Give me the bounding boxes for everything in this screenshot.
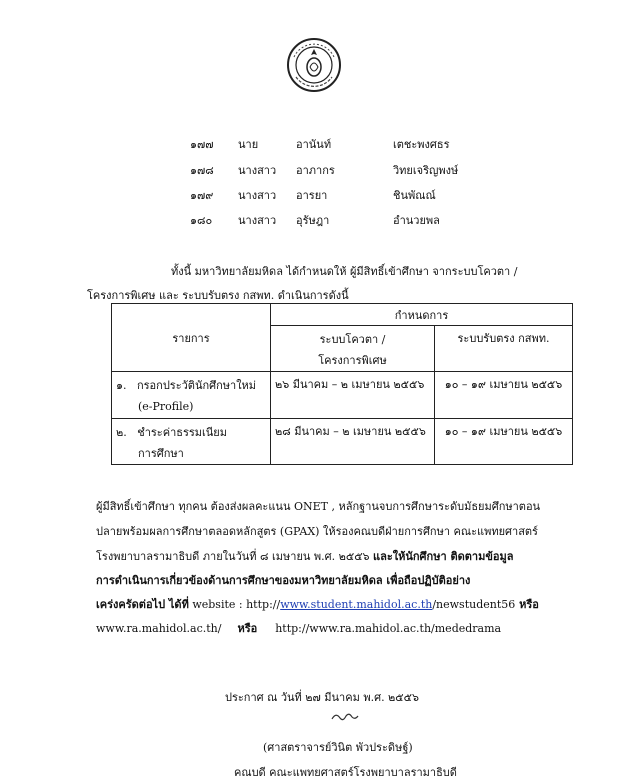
body-line-5-bold: เคร่งครัดต่อไป ได้ที่ [96, 598, 189, 611]
or-label: หรือ [237, 622, 258, 635]
list-item-title: นาย [238, 138, 259, 151]
row-item-line-1: ชำระค่าธรรมเนียม [137, 426, 228, 439]
intro-line-1: ทั้งนี้ มหาวิทยาลัยมหิดล ได้กำหนดให้ ผู้มีสิทธิ์เข้าศึกษา จากระบบโควตา / [171, 265, 518, 278]
body-line-6 [96, 619, 501, 637]
list-item-no: ๑๗๙ [190, 189, 214, 202]
list-item-last-name: เตชะพงศธร [393, 138, 450, 151]
list-item-last-name: วิทยเจริญพงษ์ [393, 164, 459, 177]
table-header-direct: ระบบรับตรง กสพท. [435, 326, 573, 372]
row-number: ๑. [116, 379, 127, 392]
ra-website-link[interactable]: www.ra.mahidol.ac.th/ [96, 622, 222, 635]
table-cell-quota: ๒๘ มีนาคม – ๒ เมษายน ๒๕๕๖ [271, 419, 435, 465]
list-item-first-name: อาภากร [296, 164, 335, 177]
website-label: website : http:// [188, 598, 281, 611]
list-item-last-name: ชินพัณณ์ [393, 189, 436, 202]
list-item-no: ๑๗๘ [190, 164, 214, 177]
row-item-line-2: (e-Profile) [138, 400, 194, 413]
table-row [112, 372, 573, 419]
table-cell-item [112, 372, 271, 419]
body-line-2: ปลายพร้อมผลการศึกษาตลอดหลักสูตร (GPAX) ให้รองคณบดีฝ่ายการศึกษา คณะแพทยศาสตร์ [96, 525, 538, 538]
body-line-5 [96, 595, 539, 613]
body-line-3 [96, 547, 513, 565]
body-line-3-bold: และให้นักศึกษา ติดตามข้อมูล [373, 550, 514, 563]
mededrama-website-link[interactable]: http://www.ra.mahidol.ac.th/mededrama [275, 622, 502, 635]
table-header-item: รายการ [112, 304, 271, 372]
table-cell-direct: ๑๐ – ๑๙ เมษายน ๒๕๕๖ [435, 419, 573, 465]
signer-name: (ศาสตราจารย์วินิต พัวประดิษฐ์) [263, 741, 413, 754]
table-row [112, 419, 573, 465]
list-item-first-name: อานันท์ [296, 138, 332, 151]
signer-title: คณบดี คณะแพทยศาสตร์โรงพยาบาลรามาธิบดี [234, 766, 457, 779]
row-item-line-1: กรอกประวัตินักศึกษาใหม่ [136, 379, 257, 392]
university-seal-logo [286, 37, 342, 93]
table-header-quota [271, 326, 435, 372]
list-item-last-name: อำนวยพล [393, 214, 440, 227]
table-header-quota-line-1: ระบบโควตา / [319, 333, 386, 346]
table-cell-quota: ๒๖ มีนาคม – ๒ เมษายน ๒๕๕๖ [271, 372, 435, 419]
list-item-title: นางสาว [238, 214, 277, 227]
signature-mark [330, 710, 360, 724]
list-item-title: นางสาว [238, 189, 277, 202]
row-item-line-2: การศึกษา [138, 447, 184, 460]
list-item-first-name: อุรัษฎา [296, 214, 330, 227]
body-line-3-text: โรงพยาบาลรามาธิบดี ภายในวันที่ ๘ เมษายน พ.ศ. ๒๕๕๖ [96, 550, 374, 563]
schedule-table [111, 303, 573, 465]
row-number: ๒. [116, 426, 127, 439]
website-path: /newstudent56 [432, 598, 516, 611]
table-cell-item [112, 419, 271, 465]
or-label: หรือ [515, 598, 539, 611]
intro-line-2: โครงการพิเศษ และ ระบบรับตรง กสพท. ดำเนินการดังนี้ [87, 289, 349, 302]
table-cell-direct: ๑๐ – ๑๙ เมษายน ๒๕๕๖ [435, 372, 573, 419]
body-line-1: ผู้มีสิทธิ์เข้าศึกษา ทุกคน ต้องส่งผลคะแนน ONET , หลักฐานจบการศึกษาระดับมัธยมศึกษาตอน [96, 500, 541, 513]
body-line-4: การดำเนินการเกี่ยวข้องด้านการศึกษาของมหาวิทยาลัยมหิดล เพื่อถือปฏิบัติอย่าง [96, 574, 471, 587]
list-item-no: ๑๗๗ [190, 138, 214, 151]
list-item-no: ๑๘๐ [190, 214, 213, 227]
student-website-link[interactable]: www.student.mahidol.ac.th [280, 598, 433, 611]
table-header-quota-line-2: โครงการพิเศษ [318, 354, 387, 367]
announcement-date: ประกาศ ณ วันที่ ๒๗ มีนาคม พ.ศ. ๒๕๕๖ [225, 691, 419, 704]
table-header-schedule: กำหนดการ [271, 304, 573, 326]
list-item-first-name: อารยา [296, 189, 328, 202]
list-item-title: นางสาว [238, 164, 277, 177]
